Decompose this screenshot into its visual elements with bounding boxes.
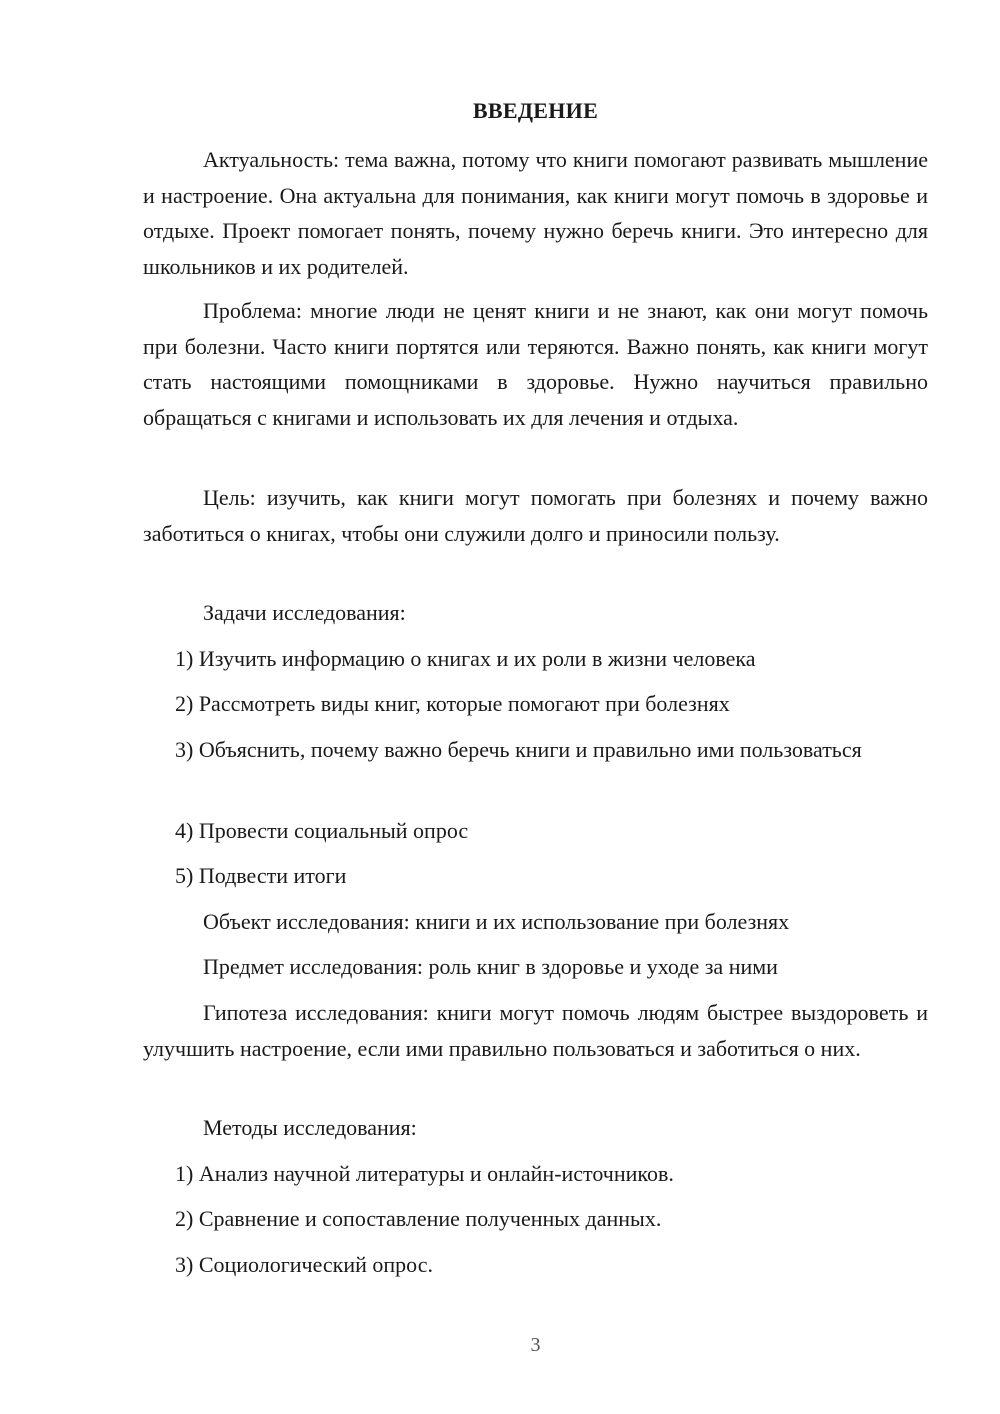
methods-heading: Методы исследования: [203,1115,417,1140]
page-number: 3 [530,1334,541,1356]
task-item: 4) Провести социальный опрос [175,818,469,843]
task-item: 5) Подвести итоги [175,863,347,888]
task-item: 2) Рассмотреть виды книг, которые помогают при болезнях [175,691,730,716]
document-page [143,0,928,1414]
task-item: 1) Изучить информацию о книгах и их роли в жизни человека [175,646,756,671]
method-item: 3) Социологический опрос. [175,1252,433,1277]
tasks-heading: Задачи исследования: [203,600,406,625]
section-title: ВВЕДЕНИЕ [472,98,599,123]
research-subject: Предмет исследования: роль книг в здоровье и уходе за ними [203,954,778,979]
problem-paragraph: Проблема: многие люди не ценят книги и не знают, как они могут помочь при болезни. Часто книги портятся или теряются. Важно понять, как книги могут стать настоящими помощниками в здоровье. Нужно научиться правильно обращаться с книгами и использовать их для лечения и отдыха. [143,298,928,430]
task-item: 3) Объяснить, почему важно беречь книги и правильно ими пользоваться [175,737,862,762]
method-item: 2) Сравнение и сопоставление полученных данных. [175,1206,662,1231]
relevance-paragraph: Актуальность: тема важна, потому что книги помогают развивать мышление и настроение. Она актуальна для понимания, как книги могут помочь в здоровье и отдыхе. Проект помогает понять, почему нужно беречь книги. Это интересно для школьников и их родителей. [143,147,928,279]
goal-paragraph: Цель: изучить, как книги могут помогать при болезнях и почему важно заботиться о книгах, чтобы они служили долго и приносили пользу. [143,485,928,546]
method-item: 1) Анализ научной литературы и онлайн-источников. [175,1161,674,1186]
hypothesis-paragraph: Гипотеза исследования: книги могут помочь людям быстрее выздороветь и улучшить настроение, если ими правильно пользоваться и заботиться о них. [143,1000,928,1061]
research-object: Объект исследования: книги и их использование при болезнях [203,909,790,934]
